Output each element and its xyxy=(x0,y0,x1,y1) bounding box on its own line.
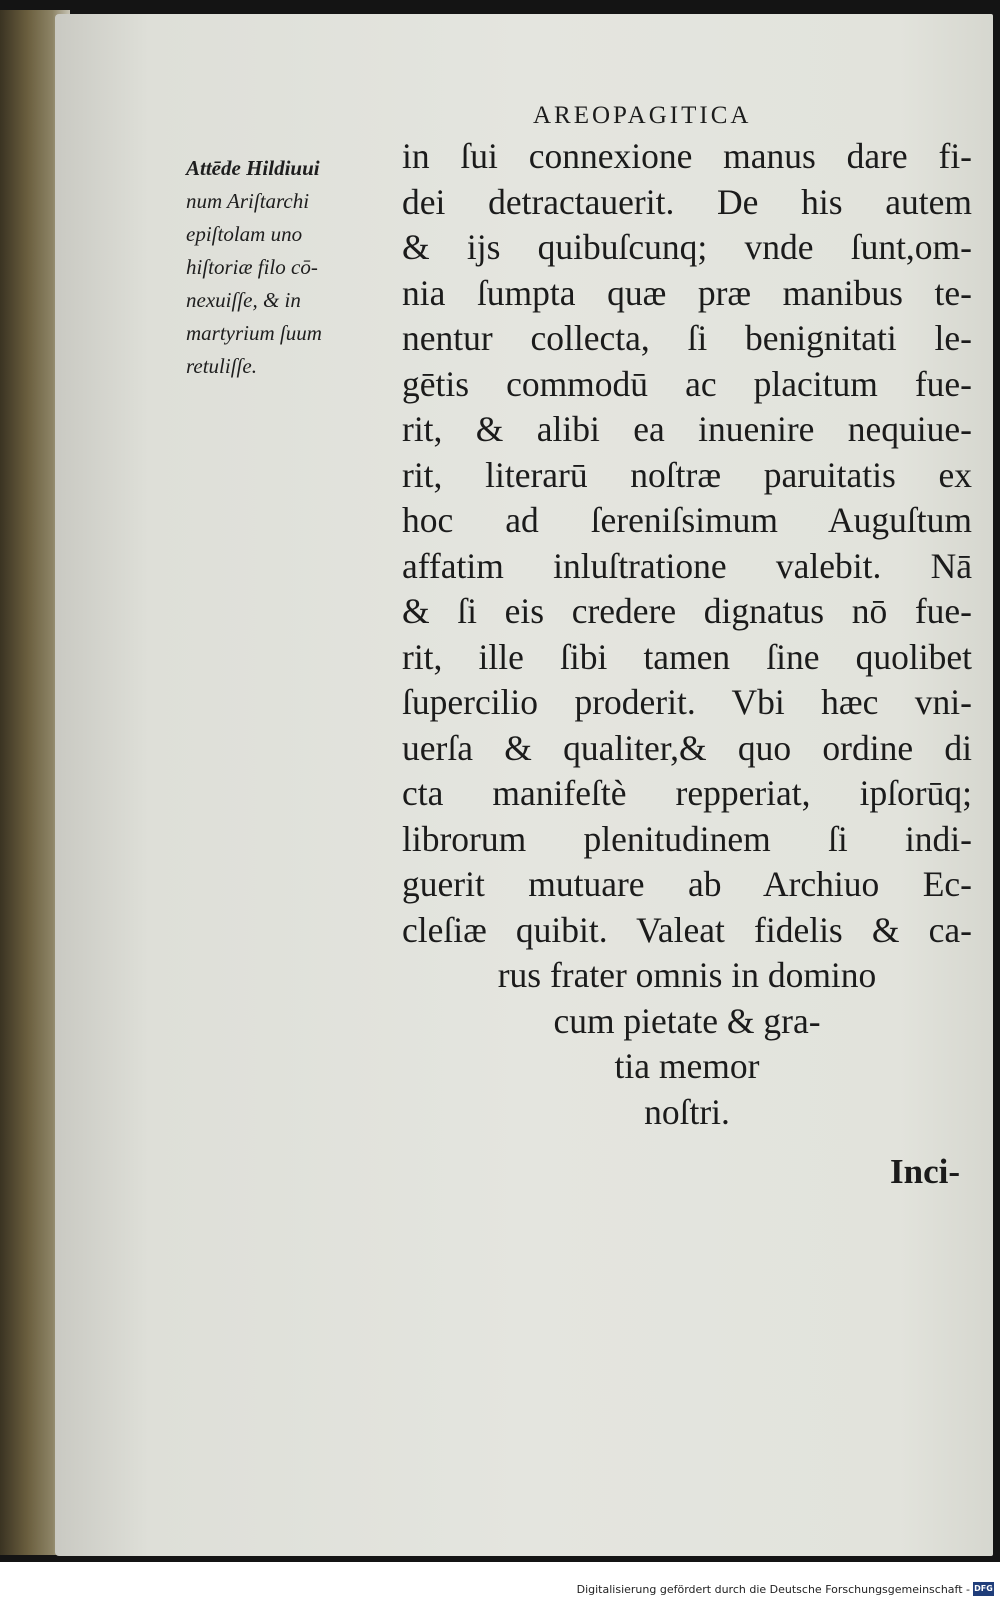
text-line: & ijs quibuſcunq; vnde ſunt,om- xyxy=(402,227,972,267)
closing-line: noſtri. xyxy=(644,1091,730,1132)
text-line: dei detractauerit. De his autem xyxy=(402,181,972,222)
marginal-note-line: nexuiſſe, & in xyxy=(186,288,301,312)
running-head: AREOPAGITICA xyxy=(533,102,752,129)
text-line: & ſi eis credere dignatus nō fue- xyxy=(402,591,972,631)
dfg-logo-icon: DFG xyxy=(973,1582,994,1596)
text-line: hoc ad ſereniſsimum Auguſtum xyxy=(402,500,972,540)
text-line: guerit mutuare ab Archiuo Ec- xyxy=(402,864,972,904)
marginal-note xyxy=(186,152,401,383)
marginal-note-line: num Ariſtarchi xyxy=(186,189,310,213)
digitization-credit: Digitalisierung gefördert durch die Deutsche Forschungsgemeinschaft - xyxy=(576,1583,970,1596)
marginal-note-line: martyrium ſuum xyxy=(186,321,322,345)
main-text-block xyxy=(402,134,972,1135)
text-line: cleſiæ quibit. Valeat fidelis & ca- xyxy=(402,909,972,950)
text-line: uerſa & qualiter,& quo ordine di xyxy=(402,727,972,768)
marginal-note-line: epiſtolam uno xyxy=(186,222,303,246)
text-line: in ſui connexione manus dare fi- xyxy=(402,136,972,176)
text-line: gētis commodū ac placitum fue- xyxy=(402,363,972,404)
text-line: cta manifeſtè repperiat, ipſorūq; xyxy=(402,773,972,813)
text-line: ſupercilio proderit. Vbi hæc vni- xyxy=(402,682,972,722)
text-line: nentur collecta, ſi benignitati le- xyxy=(402,318,972,358)
marginal-note-line: retuliſſe. xyxy=(186,354,257,378)
closing-line: tia memor xyxy=(614,1046,760,1086)
text-line: rit, ille ſibi tamen ſine quolibet xyxy=(402,636,972,677)
marginal-note-line: hiſtoriæ filo cō- xyxy=(186,255,318,279)
closing-line: rus frater omnis in domino xyxy=(497,955,877,995)
marginal-note-line: Attēde Hildiuui xyxy=(186,156,320,180)
text-line: nia ſumpta quæ præ manibus te- xyxy=(402,272,972,313)
closing-line: cum pietate & gra- xyxy=(553,1000,821,1041)
text-line: librorum plenitudinem ſi indi- xyxy=(402,818,972,859)
text-line: rit, & alibi ea inuenire nequiue- xyxy=(402,409,972,449)
catchword: Inci- xyxy=(890,1152,960,1191)
text-line: affatim inluſtratione valebit. Nā xyxy=(402,545,972,586)
text-line: rit, literarū noſtræ paruitatis ex xyxy=(402,454,972,495)
